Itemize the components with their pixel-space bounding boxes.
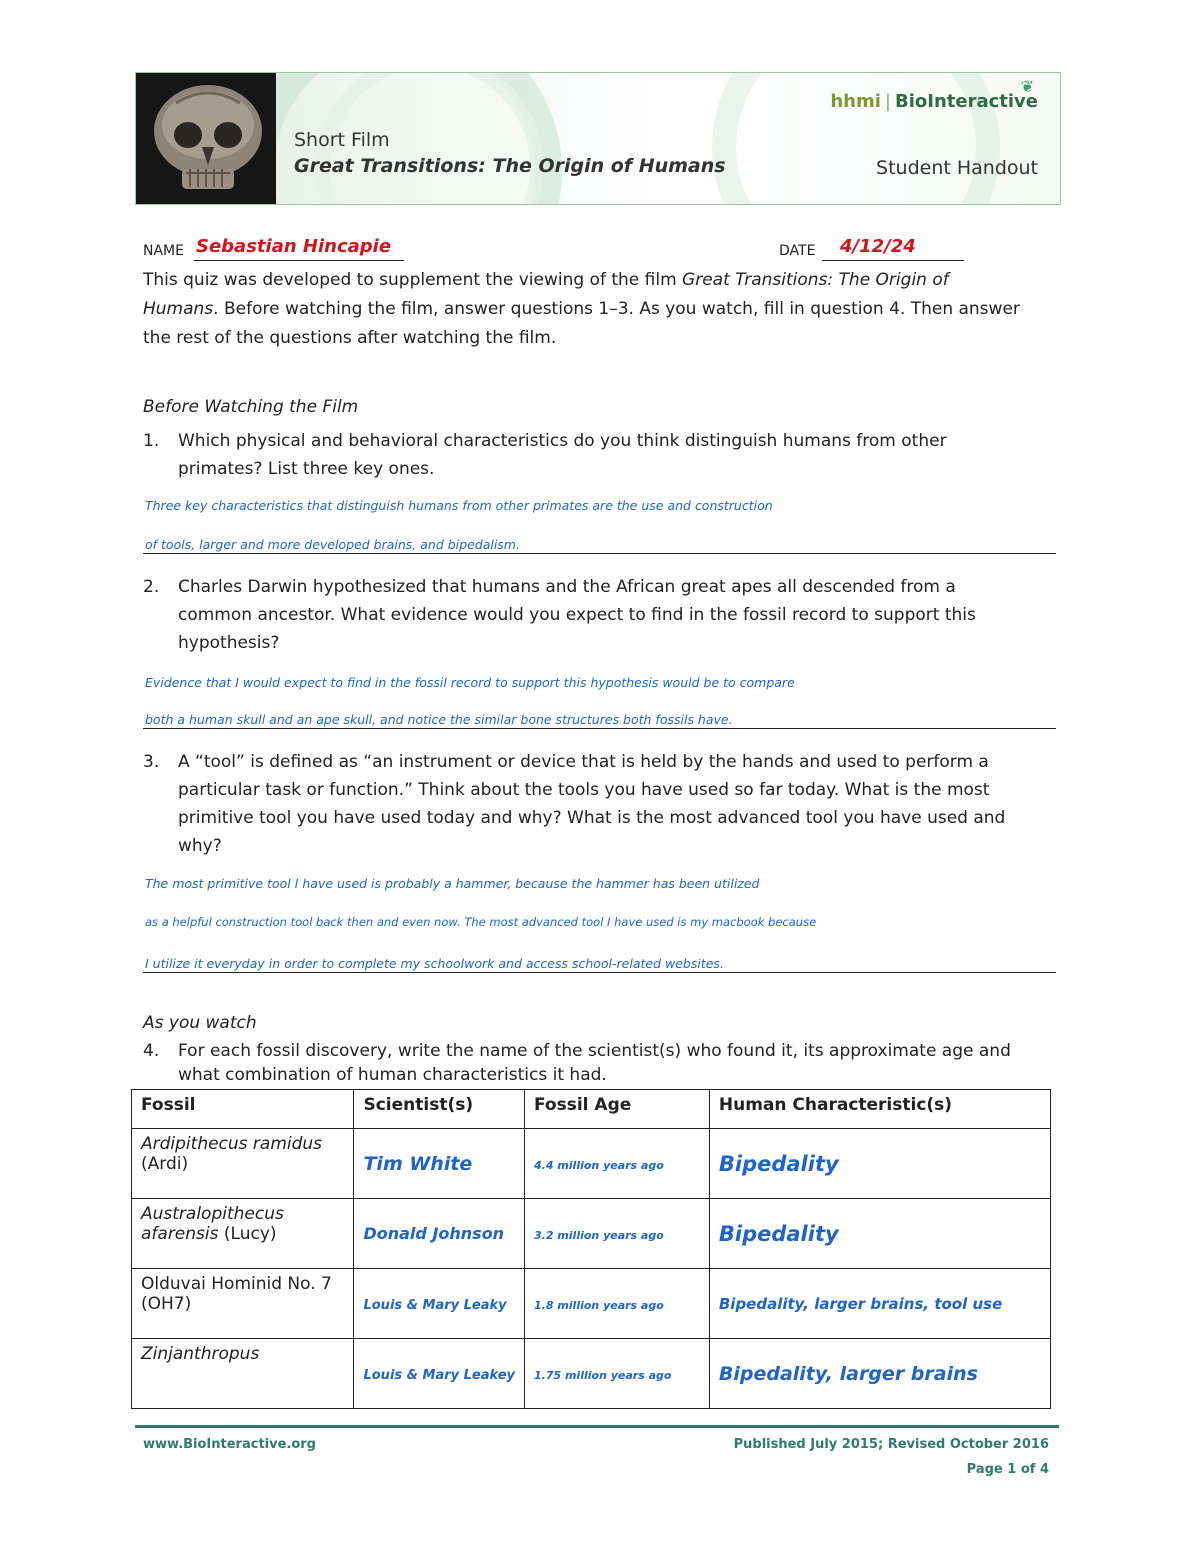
q2-text-3: hypothesis? [178,633,280,653]
age-cell[interactable]: 4.4 million years ago [525,1129,710,1199]
q2-number: 2. [143,577,160,597]
fossil-cell: Olduvai Hominid No. 7 (OH7) [132,1269,354,1339]
q3-text-2: particular task or function.” Think about the tools you have used so far today. What is the most [178,780,990,800]
age-cell[interactable]: 1.75 million years ago [525,1339,710,1409]
table-header-row [132,1090,1051,1129]
date-label: DATE [779,243,816,259]
header-traits: Human Characteristic(s) [709,1090,1050,1129]
q4-number: 4. [143,1041,160,1061]
footer-divider [135,1425,1059,1428]
banner-handout-label: Student Handout [876,157,1038,179]
banner-kicker: Short Film [294,129,390,151]
q1-answer-line[interactable] [143,535,1056,554]
lizard-icon: ❦ [1020,77,1034,96]
fossil-cell: Australopithecus afarensis (Lucy) [132,1199,354,1269]
table-row [132,1129,1051,1199]
q2-answer-1[interactable]: Evidence that I would expect to find in the fossil record to support this hypothesis would be to compare [145,675,795,690]
q1-text-1: Which physical and behavioral characteristics do you think distinguish humans from other [178,431,947,451]
q4-text-1: For each fossil discovery, write the name of the scientist(s) who found it, its approximate age and [178,1041,1011,1061]
q3-answer-line[interactable] [143,954,1056,973]
fossil-cell: Zinjanthropus [132,1339,354,1409]
section-heading-watch: As you watch [143,1013,257,1033]
q1-answer-2: of tools, larger and more developed brains, and bipedalism. [145,537,520,552]
age-cell[interactable]: 1.8 million years ago [525,1269,710,1339]
q3-answer-3: I utilize it everyday in order to complete my schoolwork and access school-related websites. [145,956,724,971]
q3-number: 3. [143,752,160,772]
scientist-cell[interactable]: Tim White [354,1129,525,1199]
intro-line-3: the rest of the questions after watching the film. [143,328,557,348]
name-row [143,240,184,260]
footer-site-link[interactable]: www.BioInteractive.org [143,1437,316,1452]
age-cell[interactable]: 3.2 million years ago [525,1199,710,1269]
q1-answer-1[interactable]: Three key characteristics that distinguish humans from other primates are the use and construction [145,498,773,513]
intro-line-1: This quiz was developed to supplement the viewing of the film Great Transitions: The Origin of [143,270,949,290]
scientist-cell[interactable]: Louis & Mary Leakey [354,1339,525,1409]
q1-text-2: primates? List three key ones. [178,459,435,479]
traits-cell[interactable]: Bipedality, larger brains [709,1339,1050,1409]
date-value: 4/12/24 [840,236,916,257]
q4-text-2: what combination of human characteristics it had. [178,1065,607,1085]
q3-text-3: primitive tool you have used today and why? What is the most advanced tool you have used and [178,808,1006,828]
table-row [132,1199,1051,1269]
section-heading-before: Before Watching the Film [143,397,359,417]
footer-published: Published July 2015; Revised October 2016 [733,1437,1049,1452]
table-row [132,1339,1051,1409]
header-scientist: Scientist(s) [354,1090,525,1129]
q2-answer-2: both a human skull and an ape skull, and notice the similar bone structures both fossils have. [145,712,733,727]
q3-answer-1[interactable]: The most primitive tool I have used is probably a hammer, because the hammer has been utilized [145,876,760,891]
q3-text-1: A “tool” is defined as “an instrument or device that is held by the hands and used to perform a [178,752,989,772]
scientist-cell[interactable]: Louis & Mary Leaky [354,1269,525,1339]
q3-answer-2[interactable]: as a helpful construction tool back then and even now. The most advanced tool I have used is my macbook because [145,915,817,929]
hhmi-biointeractive-logo: hhmi | BioInteractive [830,91,1038,112]
q2-answer-line[interactable] [143,710,1056,729]
intro-line-2: Humans. Before watching the film, answer questions 1–3. As you watch, fill in question 4. Then answer [143,299,1020,319]
skull-photo [136,73,276,204]
header-banner [135,72,1061,205]
traits-cell[interactable]: Bipedality [709,1129,1050,1199]
traits-cell[interactable]: Bipedality, larger brains, tool use [709,1269,1050,1339]
date-row [779,240,815,260]
name-field[interactable] [194,236,404,261]
header-age: Fossil Age [525,1090,710,1129]
traits-cell[interactable]: Bipedality [709,1199,1050,1269]
scientist-cell[interactable]: Donald Johnson [354,1199,525,1269]
banner-title: Great Transitions: The Origin of Humans [294,155,726,177]
q3-text-4: why? [178,836,222,856]
name-label: NAME [143,243,184,259]
q2-text-1: Charles Darwin hypothesized that humans and the African great apes all descended from a [178,577,956,597]
header-fossil: Fossil [132,1090,354,1129]
name-value: Sebastian Hincapie [196,236,392,257]
fossil-cell: Ardipithecus ramidus (Ardi) [132,1129,354,1199]
table-row [132,1269,1051,1339]
fossil-table [131,1089,1051,1409]
footer-page-number: Page 1 of 4 [966,1462,1049,1477]
date-field[interactable] [822,236,964,261]
q2-text-2: common ancestor. What evidence would you expect to find in the fossil record to support this [178,605,976,625]
q1-number: 1. [143,431,160,451]
